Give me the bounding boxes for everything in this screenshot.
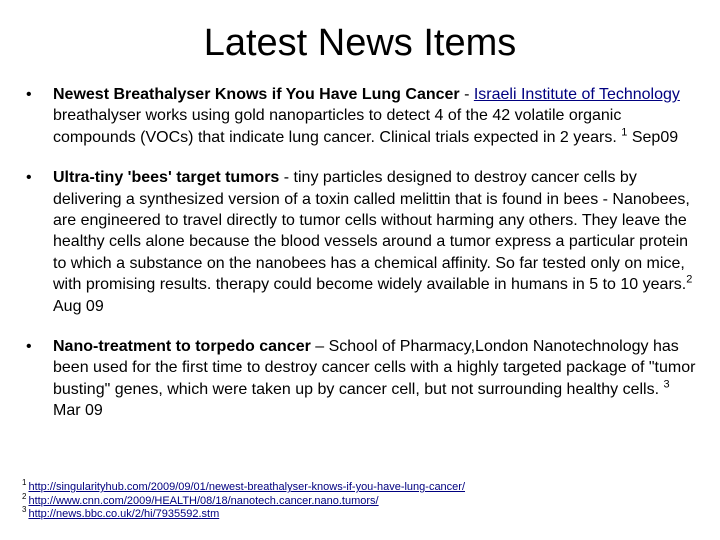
bullet-icon: • xyxy=(26,169,32,187)
news-body: tiny particles designed to destroy cancer cells by delivering a synthesized version of a toxin called melittin that is found in bees - Nanobees, are engineered to travel directly to tumor cells without harming any others. They leave the healthy cells alone because the blood vessels around a tumor express a particular protein to which a substance on the nanobees has a chemical affinity. So far tested only on mice, with promising results. therapy could become widely available in humans in 5 to 10 years. xyxy=(53,169,690,294)
footnote-2 xyxy=(22,491,702,509)
headline-separator: – xyxy=(310,338,329,356)
news-headline: Ultra-tiny 'bees' target tumors xyxy=(53,169,280,187)
footnote-ref: 1 xyxy=(621,126,628,139)
footnote-link[interactable]: http://news.bbc.co.uk/2/hi/7935592.stm xyxy=(28,508,220,520)
bullet-icon: • xyxy=(26,86,32,103)
institute-link[interactable]: Israeli Institute of Technology xyxy=(473,86,680,103)
headline-separator: - xyxy=(459,86,474,103)
news-headline: Newest Breathalyser Knows if You Have Lung Cancer xyxy=(53,86,460,103)
news-item-breathalyser xyxy=(24,84,696,148)
news-item-nano-treatment xyxy=(24,336,696,422)
footnote-number: 3 xyxy=(22,505,27,515)
news-headline: Nano-treatment to torpedo cancer xyxy=(53,338,311,356)
footnote-link[interactable]: http://singularityhub.com/2009/09/01/newest-breathalyser-knows-if-you-have-lung-cancer/ xyxy=(28,481,466,493)
news-body: breathalyser works using gold nanoparticles to detect 4 of the 42 volatile organic compounds (VOCs) that indicate lung cancer. Clinical trials expected in 2 years. xyxy=(53,107,622,146)
headline-separator: - xyxy=(279,169,294,187)
footnote-number: 1 xyxy=(22,478,27,488)
footnotes xyxy=(22,478,702,522)
footnote-ref: 3 xyxy=(663,378,670,391)
footnote-ref: 2 xyxy=(686,273,693,286)
news-date: Mar 09 xyxy=(53,402,103,420)
footnote-1 xyxy=(22,478,702,495)
news-date: Aug 09 xyxy=(53,297,104,315)
bullet-icon: • xyxy=(26,338,32,356)
news-list xyxy=(24,84,696,441)
news-date: Sep09 xyxy=(627,128,679,146)
news-body: School of Pharmacy,London Nanotechnology has been used for the first time to destroy cancer cells with a highly targeted package of "tumor busting" genes, which were taken up by cancer cell, but not surrounding healthy cells. xyxy=(53,338,696,398)
slide-title: Latest News Items xyxy=(203,22,517,64)
footnote-number: 2 xyxy=(22,491,27,501)
footnote-3 xyxy=(22,505,702,522)
news-item-nanobees xyxy=(24,167,696,317)
footnote-link[interactable]: http://www.cnn.com/2009/HEALTH/08/18/nanotech.cancer.nano.tumors/ xyxy=(28,494,379,507)
